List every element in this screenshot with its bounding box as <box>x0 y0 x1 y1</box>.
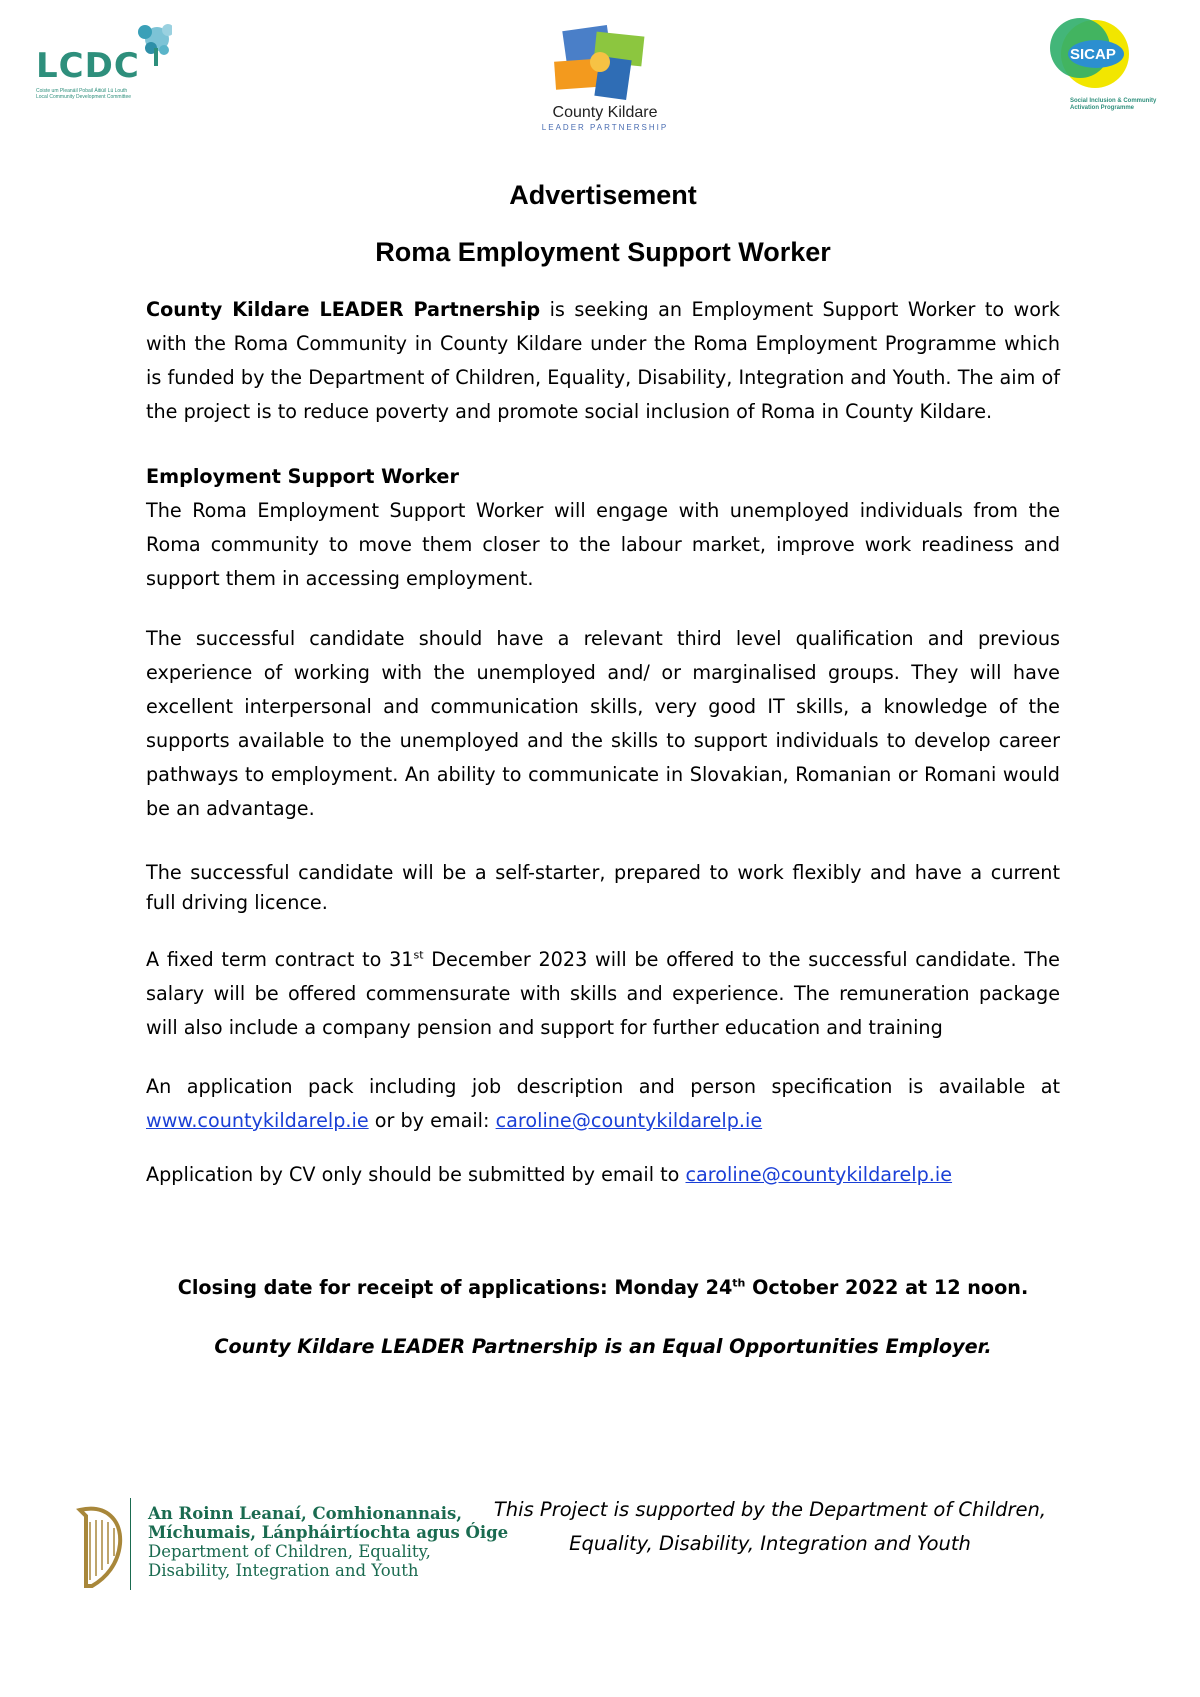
sicap-subtitle: Social Inclusion & Community Activation Programme <box>1070 98 1157 111</box>
footer-divider <box>130 1498 131 1590</box>
organisation-name: County Kildare LEADER Partnership <box>146 298 541 321</box>
lcdc-wordmark: LCDC <box>36 46 140 86</box>
email-link[interactable]: caroline@countykildarelp.ie <box>495 1109 763 1132</box>
lcdc-subtitle: Coiste um Pleanáil Pobail Áitiúil Lú Louth Local Community Development Committee <box>36 88 132 100</box>
website-link[interactable]: www.countykildarelp.ie <box>146 1109 369 1132</box>
lcdc-logo <box>32 14 172 104</box>
intro-text: is seeking an Employment Support Worker to work with the Roma Community in County Kildare under the Roma Employment Programme which is funded by the Department of Children, Equality, Disability, Integration and Youth. The aim of the project is to reduce poverty and promote social inclusion of Roma in County Kildare. <box>146 298 1060 423</box>
county-kildare-name: County Kildare <box>552 104 658 121</box>
submission-paragraph: Application by CV only should be submitted by email to caroline@countykildarelp.ie <box>146 1163 953 1186</box>
intro-paragraph <box>146 293 1060 429</box>
contract-paragraph: A fixed term contract to 31st December 2023 will be offered to the successful candidate. The salary will be offered commensurate with skills and experience. The remuneration package will also include a company pension and support for further education and training <box>146 948 1060 1039</box>
candidate-paragraph: The successful candidate should have a relevant third level qualification and previous experience of working with the unemployed and/ or marginalised groups. They will have excellent interpersonal and communication skills, very good IT skills, a knowledge of the supports available to the unemployed and the skills to support individuals to develop career pathways to employment. An ability to communicate in Slovakian, Romanian or Romani would be an advantage. <box>146 627 1060 820</box>
leader-partnership-subtitle: LEADER PARTNERSHIP <box>541 123 669 132</box>
submission-email-link[interactable]: caroline@countykildarelp.ie <box>685 1163 953 1186</box>
role-heading: Employment Support Worker <box>146 465 459 488</box>
role-text: The Roma Employment Support Worker will engage with unemployed individuals from the Roma community to move them closer to the labour market, improve work readiness and support them in accessing employment. <box>146 499 1060 590</box>
department-name: An Roinn Leanaí, Comhionannais, Míchumais, Lánpháirtíochta agus Óige Department of Children, Equality, Disability, Integration and Youth <box>148 1504 509 1580</box>
job-title-heading: Roma Employment Support Worker <box>375 237 831 267</box>
project-support-statement: This Project is supported by the Department of Children, Equality, Disability, Integration and Youth <box>493 1498 1047 1555</box>
sicap-logo <box>1040 14 1175 124</box>
hands-puzzle-icon <box>515 20 685 105</box>
self-starter-paragraph: The successful candidate will be a self-starter, prepared to work flexibly and have a current full driving licence. <box>146 861 1060 914</box>
harp-icon <box>66 1500 136 1590</box>
equal-opportunities-statement: County Kildare LEADER Partnership is an Equal Opportunities Employer. <box>214 1335 992 1358</box>
application-pack-paragraph: An application pack including job description and person specification is available at www.countykildarelp.ie or by email: caroline@countykildarelp.ie <box>146 1075 1060 1132</box>
closing-date: Closing date for receipt of applications: Monday 24th October 2022 at 12 noon. <box>177 1276 1029 1299</box>
advertisement-heading: Advertisement <box>509 180 697 210</box>
county-kildare-leader-logo <box>515 20 685 135</box>
sicap-wordmark: SICAP <box>1070 46 1116 63</box>
role-section <box>146 460 1060 596</box>
